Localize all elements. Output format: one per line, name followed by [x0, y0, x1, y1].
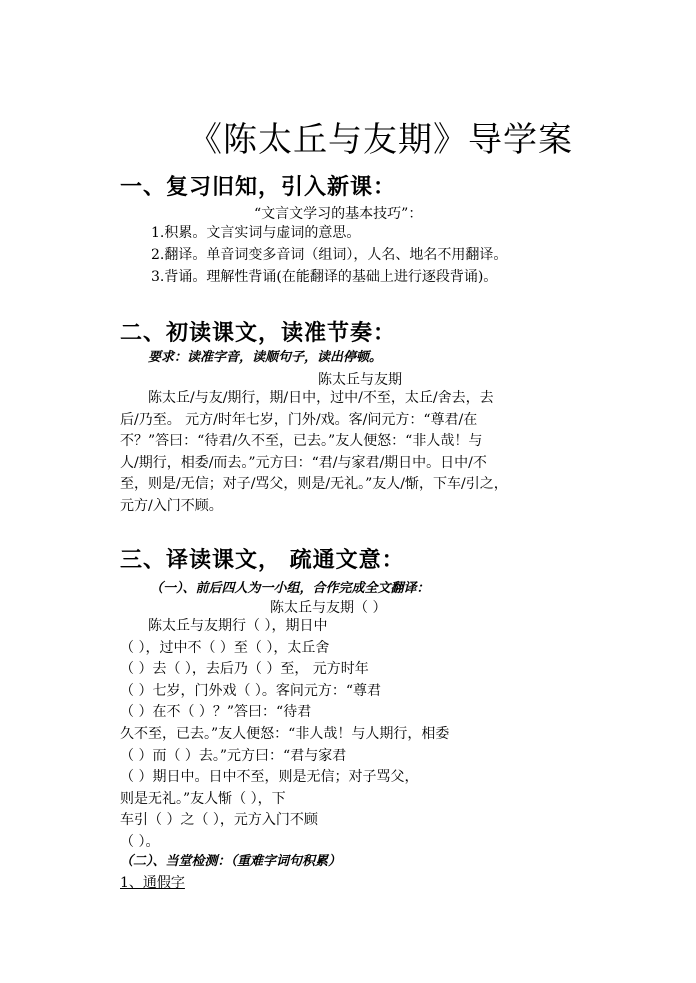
section3-task1: （一）、前后四人为一小组，合作完成全文翻译：: [150, 581, 430, 596]
passage-line: 元方/入门不顾。: [120, 497, 223, 514]
translation-line: （ ）。: [120, 833, 160, 850]
translation-line: （ ）期日中。日中不至，则是无信；对子骂父，: [120, 769, 419, 786]
section2-text-title: 陈太丘与友期: [318, 372, 402, 388]
section3-item1: 1、通假字: [120, 875, 185, 891]
translation-line: （ ）而（ ）去。”元方曰：“君与家君: [120, 747, 347, 764]
translation-line: 久不至，已去。”友人便怒：“非人哉！与人期行，相委: [120, 725, 450, 742]
passage-line: 后/乃至。 元方/时年七岁，门外/戏。客/问元方：“尊君/在: [120, 411, 478, 428]
translation-line: （ ），过中不（ ）至（ ），太丘舍: [120, 639, 330, 656]
translation-line: 陈太丘与友期行（ ），期日中: [148, 618, 328, 634]
translation-line: （ ）去（ ），去后乃（ ）至， 元方时年: [120, 661, 369, 678]
section3-text-title: 陈太丘与友期（ ）: [270, 600, 387, 616]
passage-line: 不？”答曰：“待君/久不至，已去。”友人便怒：“非人哉！与: [120, 433, 483, 450]
section2-requirement: 要求：读准字音，读顺句子，读出停顿。: [148, 350, 383, 365]
section1-item-3: 3.背诵。理解性背诵(在能翻译的基础上进行逐段背诵)。: [151, 269, 498, 285]
translation-line: （ ）在不（ ）？”答曰：“待君: [120, 704, 312, 721]
section3-heading: 三、译读课文， 疏通文意：: [120, 547, 405, 573]
section1-heading: 一、复习旧知，引入新课：: [120, 174, 397, 200]
translation-line: （ ）七岁，门外戏（ ）。客问元方：“尊君: [120, 682, 382, 699]
section1-item-2: 2.翻译。单音词变多音词（组词），人名、地名不用翻译。: [151, 247, 508, 263]
section2-passage: [120, 388, 508, 518]
section3-translation-passage: [120, 616, 449, 854]
section3-task2: （二）、当堂检测：（重难字词句积累）: [120, 854, 342, 869]
passage-line: 陈太丘/与友/期行，期/日中，过中/不至，太丘/舍去，去: [148, 390, 494, 406]
section1-item-1: 1.积累。文言实词与虚词的意思。: [151, 225, 361, 241]
section1-subtitle: “文言文学习的基本技巧”：: [254, 206, 423, 222]
passage-line: 人/期行，相委/而去。”元方曰：“君/与家君/期日中。日中/不: [120, 454, 487, 471]
translation-line: 则是无礼。”友人惭（ ），下: [120, 790, 286, 807]
translation-line: 车引（ ）之（ ），元方入门不顾: [120, 812, 318, 829]
page-title: 《陈太丘与友期》导学案: [188, 120, 573, 160]
passage-line: 至，则是/无信；对子/骂父，则是/无礼。”友人/惭，下车/引之，: [120, 476, 508, 493]
section2-heading: 二、初读课文，读准节奏：: [120, 320, 397, 346]
